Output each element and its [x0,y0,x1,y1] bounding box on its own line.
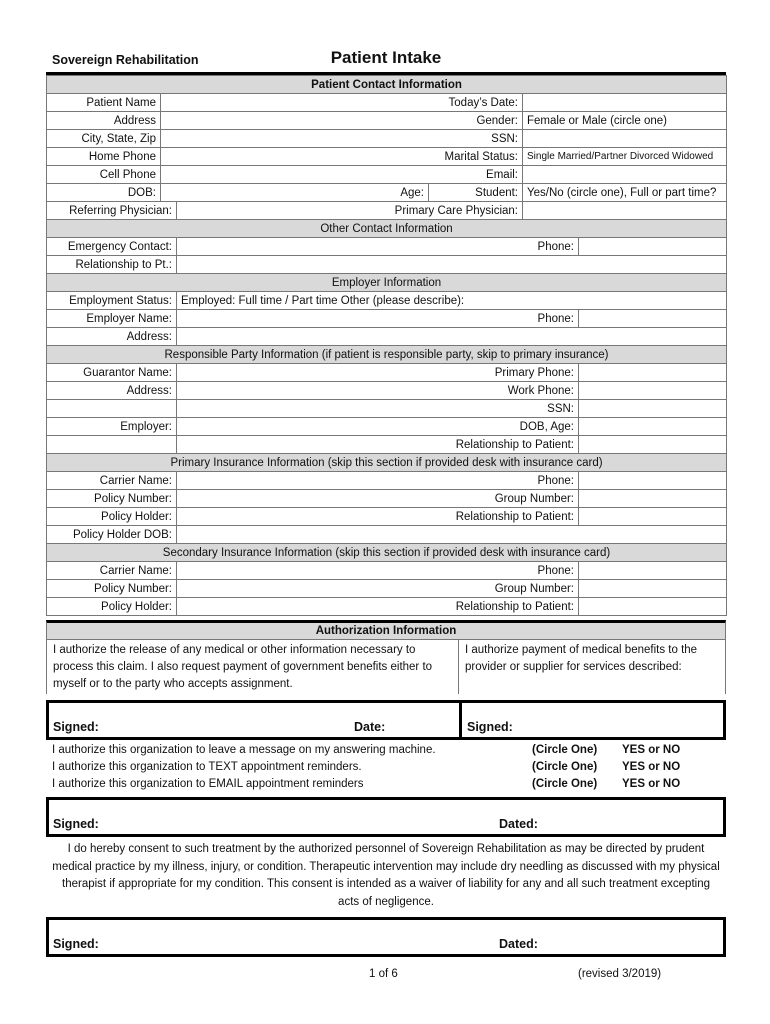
label-employer-phone: Phone: [177,310,579,328]
date-label: Date: [354,720,386,734]
section-employer: Employer Information [47,274,727,292]
field-primary-relationship[interactable] [579,508,727,526]
table-row [47,310,727,328]
table-row [47,202,727,220]
label-employer-address: Address: [47,328,177,346]
list-item [46,742,726,759]
payment-authorization-text: I authorize payment of medical benefits to the provider or supplier for services described: [465,644,698,673]
label-address: Address [47,112,161,130]
label-gender: Gender: [161,112,523,130]
label-work-phone: Work Phone: [177,382,579,400]
table-row [47,166,727,184]
table-row [47,436,727,454]
label-guarantor-address: Address: [47,382,177,400]
section-secondary-insurance: Secondary Insurance Information (skip this section if provided desk with insurance card) [47,544,727,562]
field-marital-status[interactable]: Single Married/Partner Divorced Widowed [523,148,727,166]
field-todays-date[interactable] [523,94,727,112]
label-relationship-to-pt: Relationship to Pt.: [47,256,177,274]
table-row [47,382,727,400]
field-relationship-to-pt[interactable] [177,256,727,274]
table-row [47,238,727,256]
field-policy-holder-dob[interactable] [177,526,727,544]
label-primary-relationship: Relationship to Patient: [177,508,579,526]
field-employer-phone[interactable] [579,310,727,328]
yes-no-choice[interactable]: YES or NO [622,744,681,756]
field-primary-carrier-phone[interactable] [579,472,727,490]
table-row [47,400,727,418]
label-secondary-carrier-phone: Phone: [177,562,579,580]
label-primary-policy-number: Policy Number: [47,490,177,508]
label-primary-group-number: Group Number: [177,490,579,508]
label-primary-care-physician: Primary Care Physician: [177,202,523,220]
label-employer-name: Employer Name: [47,310,177,328]
table-row [47,472,727,490]
label-employment-status: Employment Status: [47,292,177,310]
field-secondary-group-number[interactable] [579,580,727,598]
table-row [47,418,727,436]
field-dob-age[interactable] [579,418,727,436]
label-primary-policy-holder: Policy Holder: [47,508,177,526]
signed-label: Signed: [53,817,99,831]
label-patient-name: Patient Name [47,94,161,112]
table-row [47,328,727,346]
label-marital-status: Marital Status: [161,148,523,166]
table-row [47,508,727,526]
label-secondary-policy-number: Policy Number: [47,580,177,598]
label-dob-age: DOB, Age: [177,418,579,436]
label-cell-phone: Cell Phone [47,166,161,184]
label-age: Age: [161,184,429,202]
label-secondary-policy-holder: Policy Holder: [47,598,177,616]
label-dob: DOB: [47,184,161,202]
field-work-phone[interactable] [579,382,727,400]
label-guarantor-ssn: SSN: [177,400,579,418]
table-row [47,148,727,166]
label-primary-phone: Primary Phone: [177,364,579,382]
intake-form [46,48,726,957]
table-row [47,598,727,616]
field-secondary-carrier-phone[interactable] [579,562,727,580]
treatment-consent-text: I do hereby consent to such treatment by the authorized personnel of Sovereign Rehabilitation as may be directed by prudent medical practice by my illness, injury, or condition. Therapeutic intervention may include dry needling as discussed with my physical therapist if appropriate for my condition. This consent is intended as a waiver of liability for any and all such treatment excepting acts of negligence. [52,843,720,908]
field-emergency-phone[interactable] [579,238,727,256]
field-secondary-relationship[interactable] [579,598,727,616]
label-policy-holder-dob: Policy Holder DOB: [47,526,177,544]
table-row [47,490,727,508]
messaging-authorizations [46,740,726,793]
release-authorization-text: I authorize the release of any medical or other information necessary to process this claim. I also request payment of government benefits either to myself or to the party who accepts assignment. [47,640,459,694]
table-row [47,364,727,382]
messaging-text: I authorize this organization to TEXT appointment reminders. [52,761,362,773]
label-emergency-phone: Phone: [177,238,579,256]
circle-one-label: (Circle One) [532,778,598,790]
section-authorization: Authorization Information [46,620,726,640]
page-title: Patient Intake [330,48,442,67]
table-row [47,94,727,112]
dated-label: Dated: [499,937,538,951]
table-row [47,292,727,310]
label-city-state-zip: City, State, Zip [47,130,161,148]
table-row [47,526,727,544]
dated-label: Dated: [499,817,538,831]
field-gender[interactable]: Female or Male (circle one) [523,112,727,130]
field-primary-phone[interactable] [579,364,727,382]
field-student[interactable]: Yes/No (circle one), Full or part time? [523,184,727,202]
field-email[interactable] [523,166,727,184]
label-email: Email: [161,166,523,184]
label-guarantor-name: Guarantor Name: [47,364,177,382]
section-primary-insurance: Primary Insurance Information (skip this section if provided desk with insurance card) [47,454,727,472]
list-item [46,759,726,776]
table-row [47,562,727,580]
circle-one-label: (Circle One) [532,744,598,756]
signature-divider [459,703,462,737]
table-row [47,256,727,274]
signed-label: Signed: [53,720,99,734]
authorization-signature-box[interactable] [46,700,726,740]
blank-cell [47,400,177,418]
form-header [46,48,726,72]
authorization-text-row [46,640,726,694]
yes-no-choice[interactable]: YES or NO [622,761,681,773]
label-primary-carrier-phone: Phone: [177,472,579,490]
field-ssn[interactable] [523,130,727,148]
circle-one-label: (Circle One) [532,761,598,773]
field-employment-status[interactable]: Employed: Full time / Part time Other (please describe): [177,292,727,310]
page-footer [0,968,770,984]
table-row [47,130,727,148]
label-referring-physician: Referring Physician: [47,202,177,220]
label-todays-date: Today’s Date: [161,94,523,112]
page-number: 1 of 6 [369,968,398,980]
field-employer-address[interactable] [177,328,727,346]
label-guarantor-relationship: Relationship to Patient: [177,436,579,454]
consent-signature-box[interactable] [46,917,726,957]
field-guarantor-ssn[interactable] [579,400,727,418]
yes-no-choice[interactable]: YES or NO [622,778,681,790]
field-primary-care-physician[interactable] [523,202,727,220]
section-patient-contact: Patient Contact Information [47,76,727,94]
label-secondary-group-number: Group Number: [177,580,579,598]
label-emergency-contact: Emergency Contact: [47,238,177,256]
organization-name: Sovereign Rehabilitation [52,53,199,67]
label-home-phone: Home Phone [47,148,161,166]
blank-cell [47,436,177,454]
messaging-signature-box[interactable] [46,797,726,837]
list-item [46,776,726,793]
signed-label-2: Signed: [467,720,513,734]
label-guarantor-employer: Employer: [47,418,177,436]
messaging-text: I authorize this organization to leave a message on my answering machine. [52,744,436,756]
section-other-contact: Other Contact Information [47,220,727,238]
field-primary-group-number[interactable] [579,490,727,508]
label-secondary-carrier: Carrier Name: [47,562,177,580]
label-student: Student: [429,184,523,202]
label-primary-carrier: Carrier Name: [47,472,177,490]
intake-table [46,75,727,616]
label-secondary-relationship: Relationship to Patient: [177,598,579,616]
signed-label: Signed: [53,937,99,951]
table-row [47,112,727,130]
revision-date: (revised 3/2019) [578,968,662,980]
messaging-text: I authorize this organization to EMAIL appointment reminders [52,778,364,790]
field-guarantor-relationship[interactable] [579,436,727,454]
table-row [47,184,727,202]
section-responsible-party: Responsible Party Information (if patient is responsible party, skip to primary insurance) [47,346,727,364]
label-ssn: SSN: [161,130,523,148]
table-row [47,580,727,598]
